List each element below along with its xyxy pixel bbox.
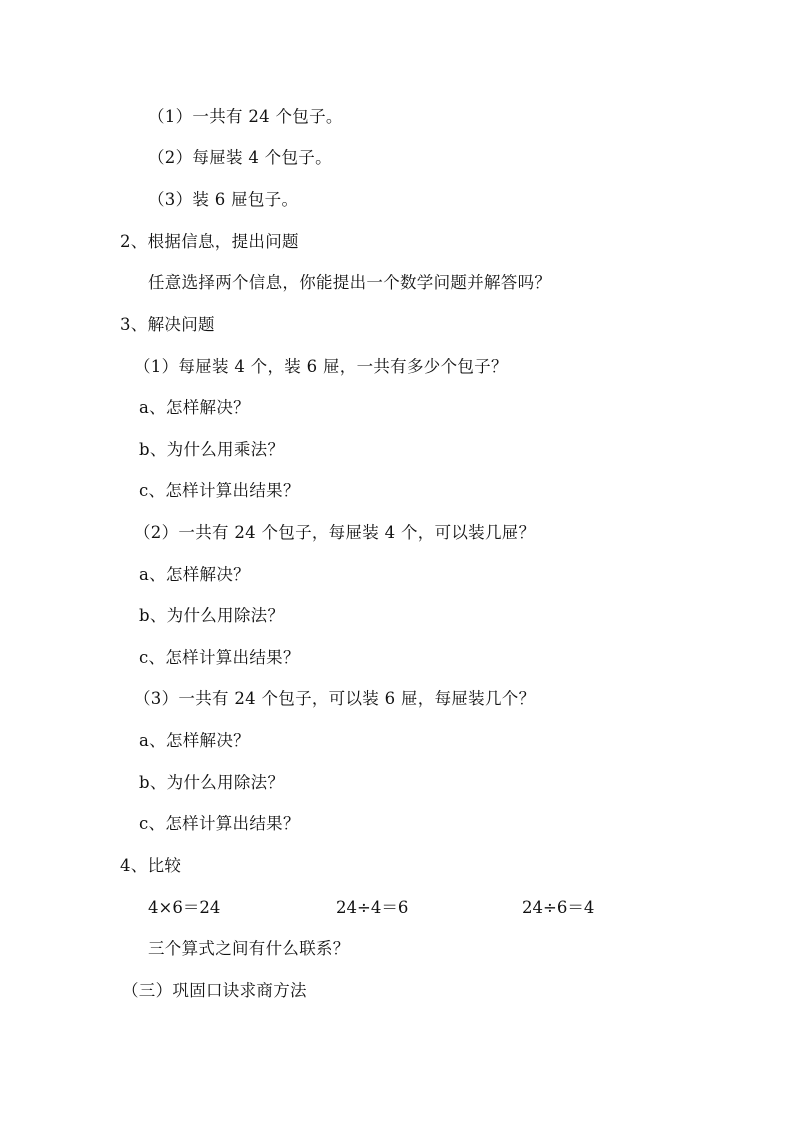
problem-3-b: b、为什么用除法？	[139, 773, 285, 792]
section-4-question: 三个算式之间有什么联系？	[148, 939, 350, 958]
problem-1-b: b、为什么用乘法？	[139, 440, 285, 459]
section-3-heading: 3、解决问题	[120, 315, 215, 334]
problem-2-c: c、怎样计算出结果？	[139, 648, 300, 667]
problem-3-a: a、怎样解决？	[139, 731, 250, 750]
info-item-1: （1）一共有 24 个包子。	[148, 107, 343, 126]
problem-2-question: （2）一共有 24 个包子，每屉装 4 个，可以装几屉？	[134, 523, 536, 542]
section-2-heading: 2、根据信息，提出问题	[120, 232, 299, 251]
problem-1-a: a、怎样解决？	[139, 398, 250, 417]
info-item-3: （3）装 6 屉包子。	[148, 190, 299, 209]
problem-3-question: （3）一共有 24 个包子，可以装 6 屉，每屉装几个？	[134, 689, 536, 708]
part-3-heading: （三）巩固口诀求商方法	[122, 981, 307, 1000]
problem-2-a: a、怎样解决？	[139, 565, 250, 584]
equation-2: 24÷4＝6	[336, 898, 409, 917]
section-4-heading: 4、比较	[120, 856, 182, 875]
problem-3-c: c、怎样计算出结果？	[139, 814, 300, 833]
problem-1-c: c、怎样计算出结果？	[139, 481, 300, 500]
equation-1: 4×6＝24	[148, 898, 221, 917]
problem-1-question: （1）每屉装 4 个，装 6 屉，一共有多少个包子？	[134, 357, 508, 376]
equation-3: 24÷6＝4	[522, 898, 595, 917]
section-2-text: 任意选择两个信息，你能提出一个数学问题并解答吗？	[148, 273, 552, 292]
problem-2-b: b、为什么用除法？	[139, 606, 285, 625]
info-item-2: （2）每屉装 4 个包子。	[148, 148, 332, 167]
